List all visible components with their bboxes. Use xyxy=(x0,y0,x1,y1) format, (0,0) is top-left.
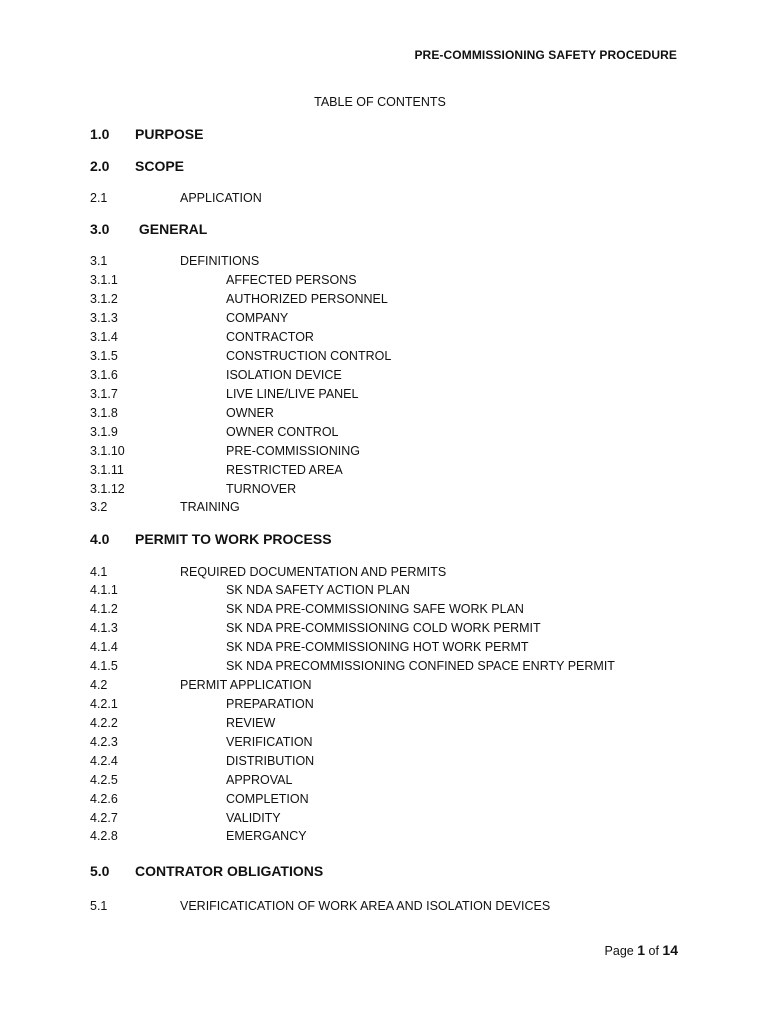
toc-item: 5.1 VERIFICATICATION OF WORK AREA AND ISOLATION DEVICES xyxy=(90,899,551,913)
toc-item: 4.1.2 SK NDA PRE-COMMISSIONING SAFE WORK PLAN xyxy=(90,602,524,616)
toc-item: 3.1.5 CONSTRUCTION CONTROL xyxy=(90,349,392,363)
toc-item: 3.1.7 LIVE LINE/LIVE PANEL xyxy=(90,387,359,401)
toc-item: 4.2.2 REVIEW xyxy=(90,716,276,730)
toc-item: 4.2.6 COMPLETION xyxy=(90,792,309,806)
toc-item: 3.1.12 TURNOVER xyxy=(90,482,297,496)
page-number: Page 1 of 14 xyxy=(604,942,678,958)
toc-item: 3.1.9 OWNER CONTROL xyxy=(90,425,339,439)
toc-item: 3.2 TRAINING xyxy=(90,500,240,514)
toc-section: 5.0 CONTRATOR OBLIGATIONS xyxy=(90,863,324,879)
toc-section: 3.0 GENERAL xyxy=(90,221,208,237)
toc-item: 4.2.7 VALIDITY xyxy=(90,811,281,825)
toc-item: 3.1.8 OWNER xyxy=(90,406,274,420)
toc-item: 3.1.4 CONTRACTOR xyxy=(90,330,314,344)
toc-item: 3.1.3 COMPANY xyxy=(90,311,289,325)
document-header: PRE-COMMISSIONING SAFETY PROCEDURE xyxy=(414,48,677,62)
toc-item: 3.1 DEFINITIONS xyxy=(90,254,260,268)
toc-item: 4.1 REQUIRED DOCUMENTATION AND PERMITS xyxy=(90,565,447,579)
toc-item: 4.2 PERMIT APPLICATION xyxy=(90,678,312,692)
toc-item: 4.1.5 SK NDA PRECOMMISSIONING CONFINED SPACE ENRTY PERMIT xyxy=(90,659,615,673)
toc-item: 4.2.1 PREPARATION xyxy=(90,697,314,711)
toc-item: 4.1.1 SK NDA SAFETY ACTION PLAN xyxy=(90,583,410,597)
toc-item: 4.2.4 DISTRIBUTION xyxy=(90,754,315,768)
toc-section: 1.0 PURPOSE xyxy=(90,126,204,142)
toc-item: 2.1 APPLICATION xyxy=(90,191,262,205)
toc-section: 2.0 SCOPE xyxy=(90,158,185,174)
toc-item: 4.1.3 SK NDA PRE-COMMISSIONING COLD WORK PERMIT xyxy=(90,621,541,635)
toc-item: 4.2.3 VERIFICATION xyxy=(90,735,313,749)
toc-item: 3.1.1 AFFECTED PERSONS xyxy=(90,273,357,287)
toc-item: 3.1.6 ISOLATION DEVICE xyxy=(90,368,342,382)
toc-section: 4.0 PERMIT TO WORK PROCESS xyxy=(90,531,332,547)
toc-item: 4.2.5 APPROVAL xyxy=(90,773,293,787)
toc-item: 3.1.2 AUTHORIZED PERSONNEL xyxy=(90,292,388,306)
toc-item: 4.2.8 EMERGANCY xyxy=(90,829,307,843)
toc-item: 3.1.11 RESTRICTED AREA xyxy=(90,463,343,477)
toc-title: TABLE OF CONTENTS xyxy=(314,95,446,109)
toc-item: 4.1.4 SK NDA PRE-COMMISSIONING HOT WORK PERMT xyxy=(90,640,529,654)
toc-item: 3.1.10 PRE-COMMISSIONING xyxy=(90,444,361,458)
